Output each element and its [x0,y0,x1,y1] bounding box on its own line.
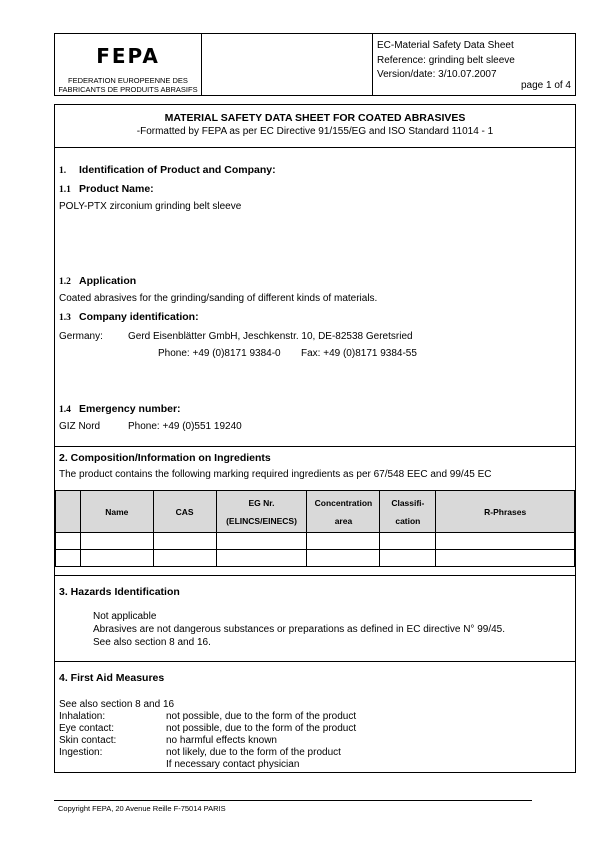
first-aid-row: Eye contact: not possible, due to the form of the product [59,723,357,734]
document-header [54,33,576,96]
document-title: MATERIAL SAFETY DATA SHEET FOR COATED ABRASIVES [164,112,466,124]
footer-divider [54,800,532,801]
fepa-logo: FEPA [96,44,160,68]
company-heading: 1.3 Company identification: [59,311,199,323]
footer-copyright: Copyright FEPA, 20 Avenue Reille F-75014 PARIS [58,804,226,813]
fepa-logo-block [55,34,202,95]
col-r-phrases: R-Phrases [436,491,575,533]
document-title-box [54,104,576,148]
doc-reference: Reference: grinding belt sleeve [377,54,515,66]
first-aid-row: Skin contact: no harmful effects known [59,735,277,746]
col-concentration: Concentration area [307,491,380,533]
first-aid-intro: See also section 8 and 16 [59,699,175,710]
hazards-line-3: See also section 8 and 16. [93,637,211,648]
section-first-aid [54,662,576,773]
table-header-row [56,491,575,533]
hazards-line-2: Abrasives are not dangerous substances or preparations as defined in EC directive N° 99/45. [93,624,506,635]
application-heading: 1.2 Application [59,275,137,287]
header-blank-cell [202,34,373,95]
col-eg-nr: EG Nr. (ELINCS/EINECS) [216,491,307,533]
hazards-line-1: Not applicable [93,611,157,622]
document-subtitle: -Formatted by FEPA as per EC Directive 91/155/EG and ISO Standard 11014 - 1 [136,126,494,137]
company-address: Gerd Eisenblätter GmbH, Jeschkenstr. 10, DE-82538 Geretsried [128,331,413,342]
section-1-heading: 1. Identification of Product and Company: [59,164,276,176]
section-4-heading: 4. First Aid Measures [59,672,165,684]
product-name-heading: 1.1 Product Name: [59,183,154,195]
ingredients-table [55,490,575,567]
company-phone: Phone: +49 (0)8171 9384-0 [158,348,281,359]
section-hazards [54,576,576,662]
company-country: Germany: [59,331,103,342]
first-aid-row: If necessary contact physician [166,759,300,770]
table-header-cell [56,491,81,533]
organization-name: FEDERATION EUROPEENNE DES FABRICANTS DE PRODUITS ABRASIFS [58,76,198,94]
giz-phone: Phone: +49 (0)551 19240 [128,421,242,432]
doc-title: EC-Material Safety Data Sheet [377,40,514,51]
application-text: Coated abrasives for the grinding/sanding of different kinds of materials. [59,293,378,304]
table-row [56,533,575,550]
company-fax: Fax: +49 (0)8171 9384-55 [301,348,417,359]
page-number: page 1 of 4 [520,79,571,91]
section-3-heading: 3. Hazards Identification [59,586,180,598]
document-info [373,34,575,95]
emergency-heading: 1.4 Emergency number: [59,403,181,415]
section-identification [54,147,576,447]
first-aid-row: Inhalation: not possible, due to the form of the product [59,711,357,722]
table-row [56,550,575,567]
first-aid-row: Ingestion: not likely, due to the form of the product [59,747,341,758]
doc-version: Version/date: 3/10.07.2007 [377,69,497,80]
section-composition [54,447,576,576]
composition-text: The product contains the following marking required ingredients as per 67/548 EEC and 99/45 EC [59,469,492,480]
col-name: Name [80,491,153,533]
col-classification: Classifi- cation [380,491,436,533]
col-cas: CAS [153,491,216,533]
section-2-heading: 2. Composition/Information on Ingredients [59,452,271,464]
giz-label: GIZ Nord [59,421,101,432]
product-name: POLY-PTX zirconium grinding belt sleeve [59,201,242,212]
